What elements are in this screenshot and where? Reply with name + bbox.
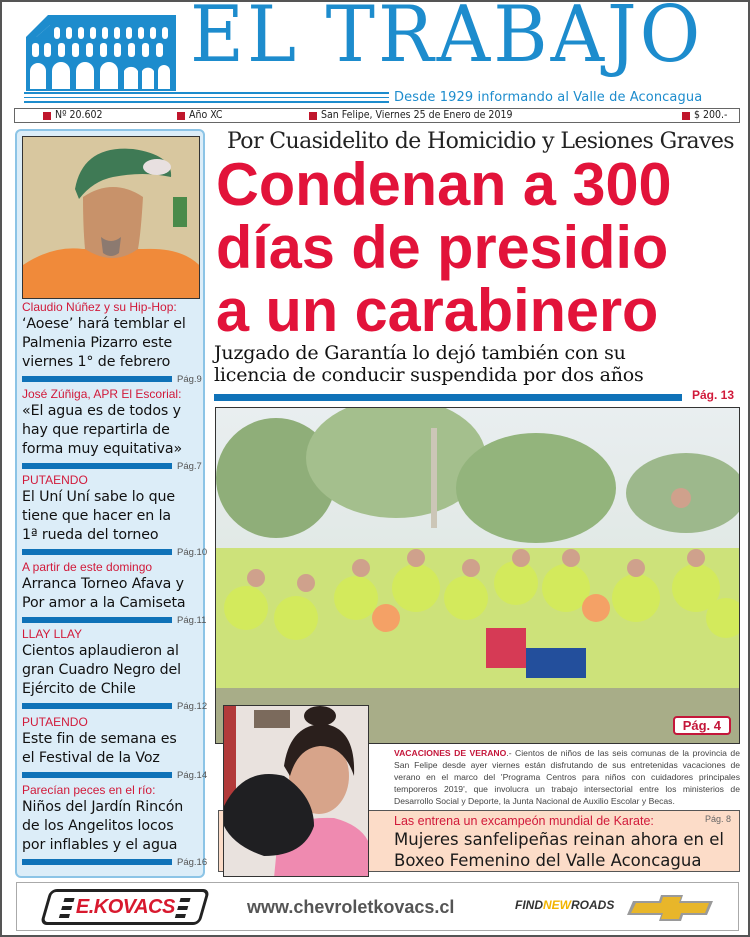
sidebar-item[interactable]: Claudio Núñez y su Hip-Hop: ‘Aoese’ hará temblar el Palmenia Pizarro este viernes 1° de febrero Pág.9 — [22, 300, 202, 385]
advertisement-banner[interactable] — [16, 882, 739, 931]
photo-caption: VACACIONES DE VERANO.- Cientos de niños de las seis comunas de la provincia de San Felipe desde ayer viernes están disfrutando de sus entretenidas vacaciones de verano en el marco del 'Programa Centros para niños con cuidadores principales temporeros 2019', que involucra un trabajo intersectorial entre los ministerios de Desarrollo Social y Deporte, la Junta Nacional de Auxilio Escolar y Becas. — [394, 748, 740, 806]
sidebar-item[interactable]: A partir de este domingo Arranca Torneo Afava y Por amor a la Camiseta Pág.11 — [22, 560, 207, 626]
newspaper-title: EL TRABAJO — [190, 0, 704, 81]
ad-slogan: FINDNEWROADS — [515, 898, 615, 912]
issue-number: Nº 20.602 — [43, 109, 103, 122]
issue-price: $ 200.- — [682, 109, 727, 122]
page-reference: Pág.11 — [22, 615, 202, 625]
red-square-icon — [43, 112, 51, 120]
chevrolet-bowtie-icon — [627, 893, 717, 923]
lead-kicker: Por Cuasidelito de Homicidio y Lesiones Graves — [227, 129, 734, 154]
issue-year: Año XC — [177, 109, 223, 122]
ad-url-link[interactable]: www.chevroletkovacs.cl — [247, 897, 455, 917]
lead-page-ref: Pág. 13 — [692, 388, 735, 402]
issue-date: San Felipe, Viernes 25 de Enero de 2019 — [309, 109, 512, 122]
page-reference: Pág.12 — [22, 701, 202, 711]
sidebar-briefs — [15, 129, 208, 878]
page-reference: Pág.7 — [22, 461, 202, 471]
sidebar-item[interactable]: PUTAENDO Este fin de semana es el Festival de la Voz Pág.14 — [22, 715, 208, 781]
lead-page-bar — [214, 394, 682, 401]
sidebar-item[interactable]: PUTAENDO El Uní Uní sabe lo que tiene que hacer en la 1ª rueda del torneo Pág.10 — [22, 473, 208, 558]
colonnade-building-icon — [26, 7, 182, 91]
page-reference: Pág.16 — [22, 857, 202, 867]
masthead — [2, 2, 750, 106]
page-reference: Pág.14 — [22, 770, 202, 780]
checkered-flag-icon — [58, 896, 74, 918]
main-photo[interactable] — [215, 407, 740, 744]
boxing-photo[interactable] — [223, 705, 369, 877]
kovacs-logo: E.KOVACS — [40, 889, 210, 925]
boxing-story[interactable]: Las entrena un excampeón mundial de Karate: Pág. 8 Mujeres sanfelipeñas reinan ahora en el Boxeo Femenino del Valle Aconcagua — [218, 810, 740, 872]
page-reference: Pág.9 — [22, 374, 202, 384]
red-square-icon — [682, 112, 690, 120]
page-reference: Pág.10 — [22, 547, 202, 557]
red-square-icon — [309, 112, 317, 120]
red-square-icon — [177, 112, 185, 120]
photo-page-ref: Pág. 4 — [673, 716, 731, 735]
sidebar-photo[interactable] — [22, 136, 200, 299]
checkered-flag-icon — [175, 896, 191, 918]
tagline: Desde 1929 informando al Valle de Aconcagua — [394, 90, 703, 105]
lead-headline[interactable]: Condenan a 300 días de presidio a un carabinero — [216, 151, 672, 344]
sidebar-item[interactable]: Parecían peces en el río: Niños del Jardín Rincón de los Angelitos locos por inflables y el agua Pág.16 — [22, 783, 208, 868]
sidebar-item[interactable]: LLAY LLAY Cientos aplaudieron al gran Cuadro Negro del Ejército de Chile Pág.12 — [22, 627, 208, 712]
masthead-rules — [24, 92, 389, 106]
issue-info-bar — [14, 108, 740, 123]
lead-deck: Juzgado de Garantía lo dejó también con su licencia de conducir suspendida por dos años — [214, 342, 644, 386]
sidebar-item[interactable]: José Zúñiga, APR El Escorial: «El agua es de todos y hay que repartirla de forma muy equitativa» Pág.7 — [22, 387, 202, 472]
